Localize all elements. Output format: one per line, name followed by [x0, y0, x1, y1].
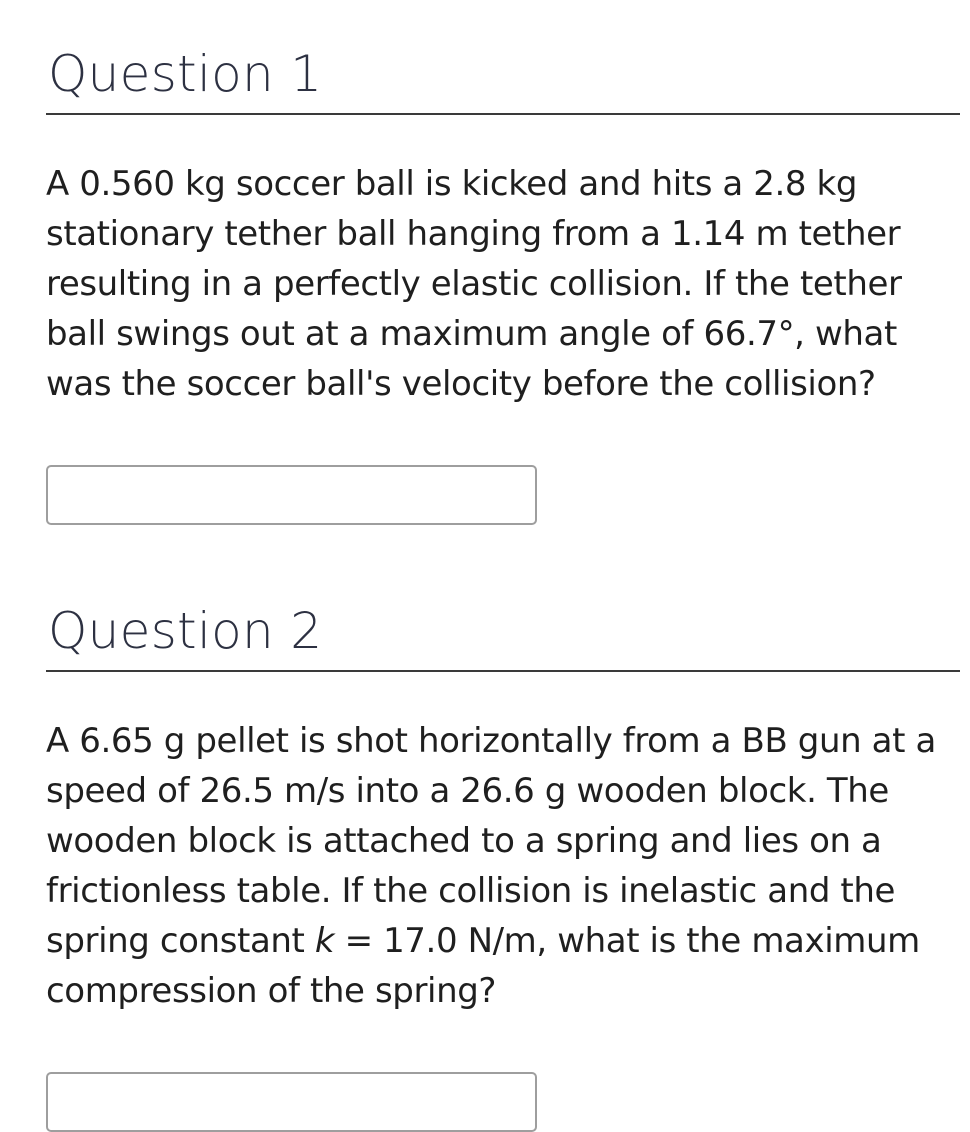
question-text-part-2: = 17.0 N/m, what is the maximum compression of the spring? [46, 921, 920, 1011]
question-title: Question 1 [48, 45, 323, 103]
question-text [46, 716, 960, 1016]
question-text-part-1: A 6.65 g pellet is shot horizontally from a BB gun at a speed of 26.5 m/s into a 26.6 g wooden block. The wooden block is attached to a spring and lies on a frictionless table. If the collision is inelastic and the spring constant [46, 721, 936, 961]
question-text: A 0.560 kg soccer ball is kicked and hits a 2.8 kg stationary tether ball hanging from a 1.14 m tether resulting in a perfectly elastic collision. If the tether ball swings out at a maximum angle of 66.7°, what was the soccer ball's velocity before the collision? [46, 164, 902, 404]
answer-input-1[interactable] [46, 465, 537, 525]
question-2 [46, 595, 960, 1132]
title-divider [46, 113, 960, 115]
question-1 [46, 38, 960, 525]
question-title: Question 2 [48, 602, 323, 660]
spring-constant-symbol: k [314, 921, 335, 961]
answer-input-2[interactable] [46, 1072, 537, 1132]
title-divider [46, 670, 960, 672]
